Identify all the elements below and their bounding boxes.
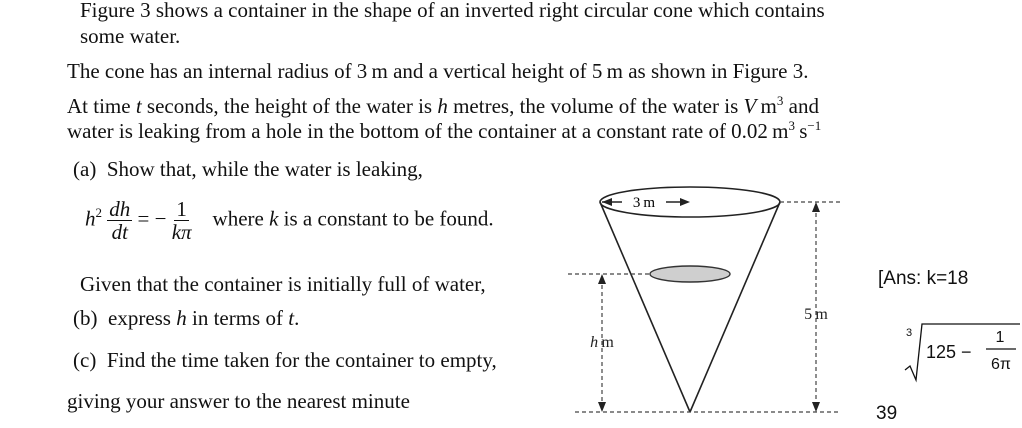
water-height-m: m [598,334,614,351]
given-line: Given that the container is initially full of water, [80,272,486,296]
leak-sup-2: −1 [807,118,822,133]
time-text-4: m [756,94,777,118]
height-arrowhead-top [812,202,820,212]
part-b-var-t: t [288,306,295,330]
eq-equals: = − [137,206,167,231]
eq-where-k: k [269,206,279,231]
leak-line [67,119,821,146]
intro-line-2: some water. [80,24,181,48]
time-sup-3: 3 [776,93,784,108]
leak-text-1: water is leaking from a hole in the bottom of the container at a constant rate of 0.02 m [67,119,789,143]
leak-sup-1: 3 [788,118,795,133]
cone-left-side [600,202,690,412]
eq-dt: dt [111,220,128,244]
time-var-v: V [743,94,757,118]
time-text-3: metres, the volume of the water is [447,94,744,118]
eq-where-2: is a constant to be found. [278,206,494,231]
root-frac-den: 6π [991,356,1011,373]
height-label: 5 m [804,306,828,323]
eq-frac-num: 1 [176,197,187,221]
part-b-text-3: . [294,306,300,330]
part-b [73,306,299,330]
eq-h: h [85,206,96,231]
part-b-text-1: express [108,306,177,330]
eq-where-1: where [212,206,270,231]
radius-arrowhead-right [680,198,690,206]
radius-label: 3 m [632,195,656,211]
time-text-2: seconds, the height of the water is [141,94,438,118]
leak-text-2: s [794,119,808,143]
equation [85,198,494,243]
part-c-label: (c) [73,348,97,372]
intro-line-1: Figure 3 shows a container in the shape of an inverted right circular cone which contains [80,0,825,22]
giving-line: giving your answer to the nearest minute [67,389,410,413]
water-surface [650,266,730,282]
eq-frac-den: kπ [171,220,192,244]
root-frac-num: 1 [995,329,1005,346]
radius-arrowhead-left [602,198,612,206]
part-a-text: Show that, while the water is leaking, [106,157,423,181]
cone-figure [560,180,850,420]
eq-dh: dh [109,197,131,221]
water-height-h: h [590,334,599,351]
part-c [73,348,497,372]
eq-fraction [172,198,192,243]
height-arrowhead-bottom [812,402,820,412]
time-text-1: At time [67,94,136,118]
root-index: 3 [906,327,913,339]
water-height-arrowhead-bottom [598,402,606,412]
water-height-arrowhead-top [598,274,606,284]
part-b-var-h: h [176,306,187,330]
part-b-label: (b) [73,306,98,330]
root-const: 125 − [926,342,972,362]
time-var-t: t [135,94,142,118]
cone-right-side [690,202,780,412]
answer-k: [Ans: k=18 [878,268,969,289]
part-c-text: Find the time taken for the container to empty, [106,348,497,372]
part-b-text-2: in terms of [186,306,289,330]
part-a-label: (a) [73,157,97,181]
eq-h-sup: 2 [95,205,102,221]
part-a [73,157,423,181]
cube-root-expression [896,318,1022,384]
cone-dimensions-line: The cone has an internal radius of 3 m and a vertical height of 5 m as shown in Figure 3. [67,59,809,83]
time-var-h: h [437,94,448,118]
time-line [67,94,819,121]
time-text-5: and [783,94,819,118]
water-height-label [590,334,614,351]
answer-number: 39 [876,403,898,424]
eq-derivative [107,198,132,243]
